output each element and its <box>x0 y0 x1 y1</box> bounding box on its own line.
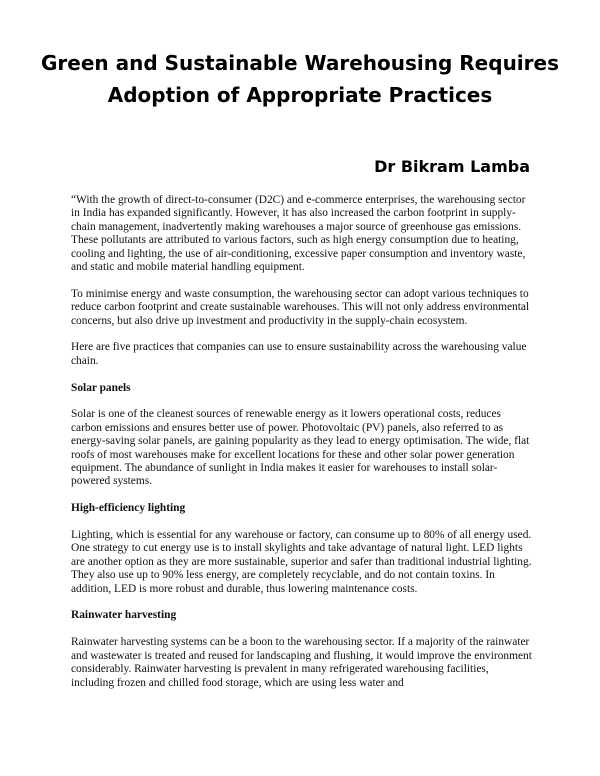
article-body <box>71 194 533 703</box>
section-heading-solar-panels: Solar panels <box>71 381 131 394</box>
paragraph-five-practices: Here are five practices that companies can use to ensure sustainability across the warehousing value chain. <box>71 341 527 367</box>
author-name: Dr Bikram Lamba <box>374 157 530 176</box>
section-heading-rainwater: Rainwater harvesting <box>71 609 177 622</box>
section-text-rainwater: Rainwater harvesting systems can be a boon to the warehousing sector. If a majority of the rainwater and wastewater is treated and reused for landscaping and flushing, it would improve the environment considerably. Rainwater harvesting is prevalent in many refrigerated warehousing facilities, including frozen and chilled food storage, which are using less water and <box>71 636 532 689</box>
section-text-solar-panels: Solar is one of the cleanest sources of renewable energy as it lowers operational costs, reduces carbon emissions and ensures better use of power. Photovoltaic (PV) panels, also referred to as energy-saving solar panels, are gaining popularity as they lead to energy optimisation. The wide, flat roofs of most warehouses make for excellent locations for these and other solar power generation equipment. The abundance of sunlight in India makes it easier for warehouses to install solar-powered systems. <box>71 408 530 488</box>
section-text-lighting: Lighting, which is essential for any warehouse or factory, can consume up to 80% of all energy used. One strategy to cut energy use is to install skylights and take advantage of natural light. LED lights are another option as they are more sustainable, superior and safer than traditional industrial lighting. They also use up to 90% less energy, are completely recyclable, and do not contain toxins. In addition, LED is more robust and durable, thus lowering maintenance costs. <box>71 529 532 595</box>
paragraph-minimise: To minimise energy and waste consumption, the warehousing sector can adopt various techniques to reduce carbon footprint and create sustainable warehouses. This will not only address environmental concerns, but also drive up investment and productivity in the supply-chain ecosystem. <box>71 287 530 327</box>
section-heading-lighting: High-efficiency lighting <box>71 502 186 515</box>
paragraph-intro: “With the growth of direct-to-consumer (D2C) and e-commerce enterprises, the warehousing sector in India has expanded significantly. However, it has also increased the carbon footprint in supply-chain management, inadvertently making warehouses a major source of greenhouse gas emissions. These pollutants are attributed to various factors, such as high energy consumption due to heating, cooling and lighting, the use of air-conditioning, excessive paper consumption and inventory waste, and static and mobile material handling equipment. <box>71 194 526 274</box>
document-title: Green and Sustainable Warehousing Requires Adoption of Appropriate Practices <box>41 51 559 107</box>
